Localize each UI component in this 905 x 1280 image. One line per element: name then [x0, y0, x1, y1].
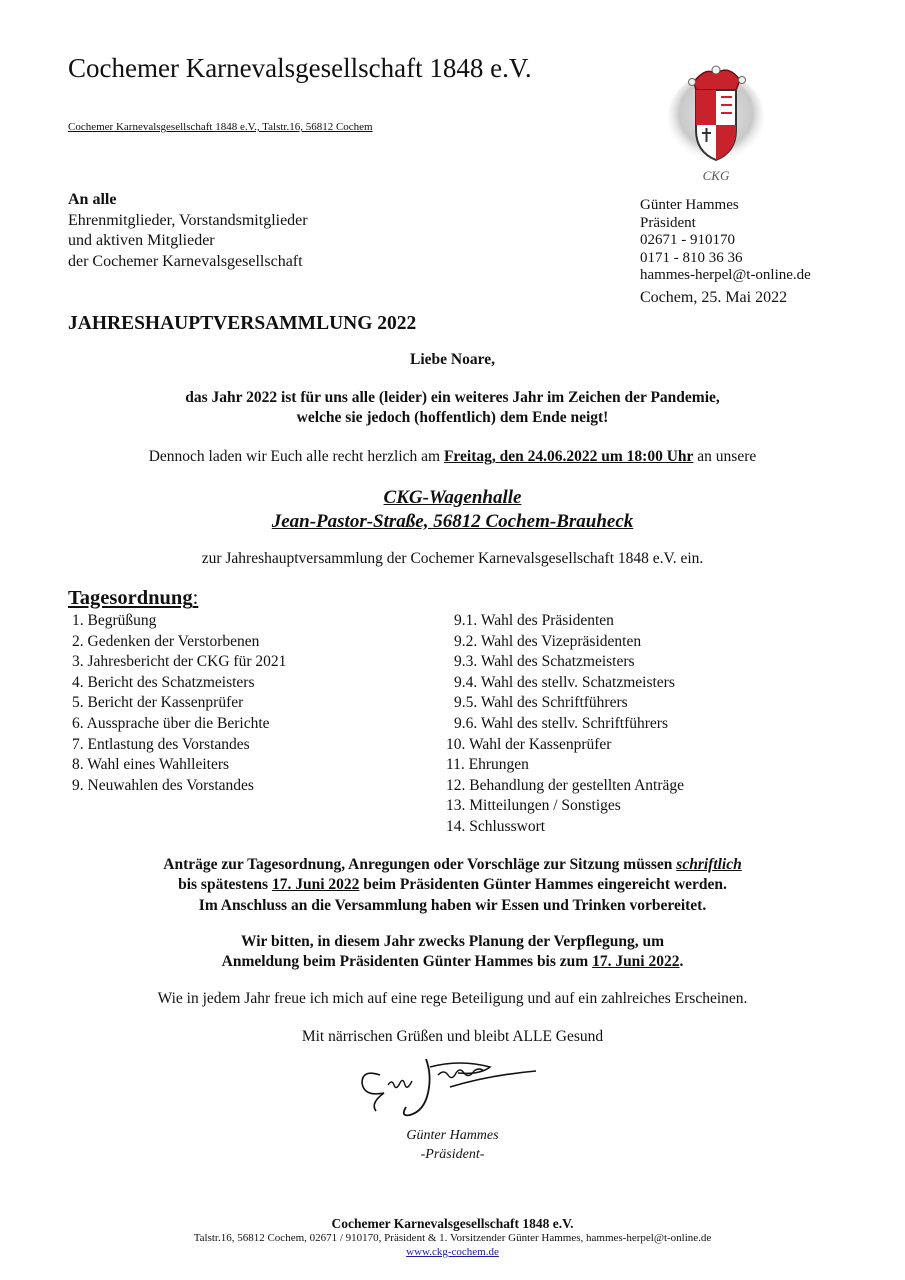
agenda-item: 3. Jahresbericht der CKG für 2021 [72, 653, 287, 671]
logo-text: CKG [702, 168, 730, 183]
contact-role: Präsident [640, 214, 696, 231]
agenda-list-right [446, 611, 684, 838]
agenda-item: 6. Aussprache über die Berichte [72, 714, 270, 732]
meeting-date: Freitag, den 24.06.2022 um 18:00 Uhr [443, 448, 694, 465]
website-link[interactable]: www.ckg-cochem.de [406, 1246, 499, 1258]
signer-name: Günter Hammes [406, 1128, 499, 1143]
org-title: Cochemer Karnevalsgesellschaft 1848 e.V. [68, 53, 532, 83]
footer-website [0, 1246, 905, 1258]
greeting: Liebe Noare, [410, 351, 495, 368]
footer-address: Talstr.16, 56812 Cochem, 02671 / 910170, Präsident & 1. Vorsitzender Günter Hammes, hammes-herpel@t-online.de [193, 1232, 712, 1244]
registration-notice [0, 932, 905, 973]
agenda-item: 12. Behandlung der gestellten Anträge [446, 776, 685, 794]
intro-paragraph [0, 388, 905, 428]
agenda-item: 7. Entlastung des Vorstandes [72, 735, 250, 753]
intro-line: welche sie jedoch (hoffentlich) dem Ende neigt! [296, 409, 609, 426]
agenda-item: 11. Ehrungen [446, 756, 529, 774]
ckg-crest-logo [666, 60, 766, 190]
agenda-list-left [72, 611, 286, 796]
agenda-item: 9.3. Wahl des Schatzmeisters [454, 653, 635, 671]
agenda-item: 4. Bericht des Schatzmeisters [72, 673, 255, 691]
agenda-item: 9.6. Wahl des stellv. Schriftführers [454, 714, 668, 732]
agenda-item: 2. Gedenken der Verstorbenen [72, 632, 260, 650]
notice-line: Im Anschluss an die Versammlung haben wir Essen und Trinken vorbereitet. [198, 896, 707, 914]
agenda-item: 14. Schlusswort [446, 817, 546, 835]
intro-line: das Jahr 2022 ist für uns alle (leider) ein weiteres Jahr im Zeichen der Pandemie, [185, 389, 720, 406]
venue-address: Jean-Pastor-Straße, 56812 Cochem-Brauheck [271, 511, 634, 532]
invitation-line [0, 448, 905, 466]
signer-title: -Präsident- [420, 1147, 485, 1162]
letter-date: Cochem, 25. Mai 2022 [640, 289, 788, 306]
registration-line: Wir bitten, in diesem Jahr zwecks Planung der Verpflegung, um [241, 933, 664, 950]
agenda-item: 5. Bericht der Kassenprüfer [72, 694, 244, 712]
agenda-item: 9.2. Wahl des Vizepräsidenten [454, 632, 642, 650]
invite-text: an unsere [693, 448, 757, 465]
notice-line: Anträge zur Tagesordnung, Anregungen oder Vorschläge zur Sitzung müssen schriftlich [163, 856, 742, 873]
deadline-date: 17. Juni 2022 [271, 876, 360, 894]
footer-org: Cochemer Karnevalsgesellschaft 1848 e.V. [331, 1216, 574, 1231]
recipient-line: der Cochemer Karnevalsgesellschaft [68, 252, 303, 270]
submission-notice [0, 855, 905, 916]
agenda-item: 13. Mitteilungen / Sonstiges [446, 797, 621, 815]
sign-off: Mit närrischen Grüßen und bleibt ALLE Gesund [301, 1028, 604, 1045]
purpose-line: zur Jahreshauptversammlung der Cochemer Karnevalsgesellschaft 1848 e.V. ein. [201, 550, 704, 567]
recipient-line: und aktiven Mitglieder [68, 232, 215, 249]
agenda-item: 9.5. Wahl des Schriftführers [454, 694, 628, 712]
page-title: JAHRESHAUPTVERSAMMLUNG 2022 [68, 313, 417, 334]
contact-email: hammes-herpel@t-online.de [640, 267, 811, 283]
contact-name: Günter Hammes [640, 197, 739, 213]
invite-text: Dennoch laden wir Euch alle recht herzlich am [148, 448, 444, 465]
agenda-item: 9.4. Wahl des stellv. Schatzmeisters [454, 673, 675, 691]
agenda-item: 1. Begrüßung [72, 612, 157, 629]
agenda-title: Tagesordnung: [68, 587, 199, 609]
agenda-item: 9. Neuwahlen des Vorstandes [72, 776, 254, 794]
notice-line: bis spätestens 17. Juni 2022 beim Präsidenten Günter Hammes eingereicht werden. [178, 876, 727, 894]
agenda-item: 8. Wahl eines Wahlleiters [72, 756, 230, 774]
venue-block [0, 486, 905, 534]
contact-mobile: 0171 - 810 36 36 [640, 249, 743, 266]
contact-block [640, 197, 811, 285]
registration-line: Anmeldung beim Präsidenten Günter Hammes bis zum 17. Juni 2022. [221, 953, 684, 971]
agenda-item: 10. Wahl der Kassenprüfer [446, 735, 612, 753]
agenda-item: 9.1. Wahl des Präsidenten [454, 612, 614, 629]
handwritten-signature [340, 1045, 545, 1125]
venue-name: CKG-Wagenhalle [383, 487, 522, 508]
recipient-line: Ehrenmitglieder, Vorstandsmitglieder [68, 211, 308, 229]
recipient-line: An alle [68, 191, 117, 208]
registration-deadline: 17. Juni 2022 [592, 953, 680, 971]
emphasis-written: schriftlich [676, 856, 742, 873]
contact-phone: 02671 - 910170 [640, 232, 735, 248]
sender-address-line: Cochemer Karnevalsgesellschaft 1848 e.V., Talstr.16, 56812 Cochem [68, 121, 373, 133]
signer-block [0, 1126, 905, 1164]
recipient-block [68, 190, 308, 272]
closing-line: Wie in jedem Jahr freue ich mich auf eine rege Beteiligung und auf ein zahlreiches Erscheinen. [157, 990, 748, 1007]
